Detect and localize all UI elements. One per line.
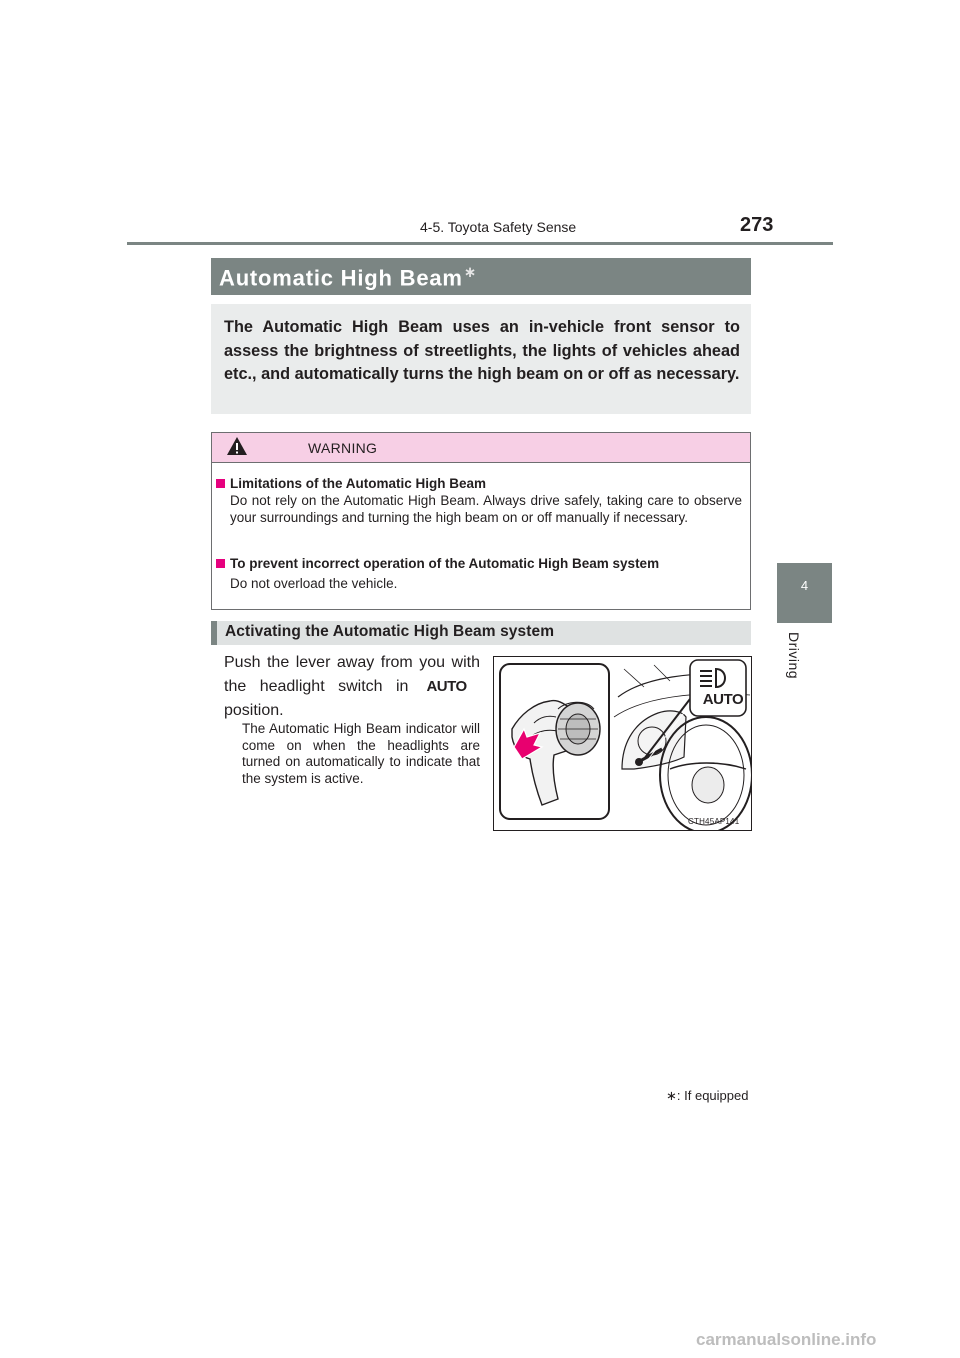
square-bullet-icon <box>216 479 225 488</box>
warning-header <box>212 433 750 463</box>
chapter-number: 4 <box>800 578 809 593</box>
warning-item <box>216 475 742 526</box>
warning-label: WARNING <box>308 440 378 456</box>
footnote-text: : If equipped <box>676 1088 749 1103</box>
instruction-line: the headlight switch in AUTO <box>224 675 480 699</box>
footnote-marker: ∗ <box>666 1088 677 1103</box>
instruction-line: position. <box>224 702 284 719</box>
section-title-text: Automatic High Beam <box>219 265 463 291</box>
subsection-title: Activating the Automatic High Beam system <box>225 623 555 640</box>
page-number: 273 <box>740 214 774 236</box>
footnote <box>666 1088 748 1104</box>
indicator-note: The Automatic High Beam indicator will come on when the headlights are turned on automatically to indicate that the system is active. <box>242 721 480 786</box>
chapter-tab <box>777 563 832 623</box>
figure-code: CTH45AP141 <box>688 817 740 826</box>
warning-triangle-icon <box>226 436 248 456</box>
warning-item-heading: Limitations of the Automatic High Beam <box>216 475 742 492</box>
warning-item-heading: To prevent incorrect operation of the Automatic High Beam system <box>216 555 742 572</box>
section-title <box>219 263 477 291</box>
instruction-text <box>224 651 480 723</box>
subsection-accent <box>211 621 217 645</box>
watermark: carmanualsonline.info <box>696 1330 877 1349</box>
running-header-section: 4-5. Toyota Safety Sense <box>420 219 577 235</box>
if-equipped-marker: ∗ <box>463 264 478 281</box>
auto-badge-label: AUTO <box>702 691 744 708</box>
square-bullet-icon <box>216 559 225 568</box>
warning-item <box>216 555 742 592</box>
warning-item-body: Do not rely on the Automatic High Beam. Always drive safely, taking care to observe your surroundings and turning the high beam on or off manually if necessary. <box>230 493 742 525</box>
header-rule <box>127 242 833 245</box>
instruction-line: Push the lever away from you with <box>224 654 480 671</box>
warning-item-body: Do not overload the vehicle. <box>230 576 398 591</box>
lever-illustration-drawing <box>494 657 751 830</box>
lever-illustration <box>493 656 752 831</box>
chapter-label: Driving <box>786 632 802 680</box>
auto-switch-symbol: AUTO <box>426 678 467 695</box>
intro-text: The Automatic High Beam uses an in-vehicle front sensor to assess the brightness of streetlights, the lights of vehicles ahead etc., and automatically turns the high beam on or off as necessary. <box>224 318 740 383</box>
